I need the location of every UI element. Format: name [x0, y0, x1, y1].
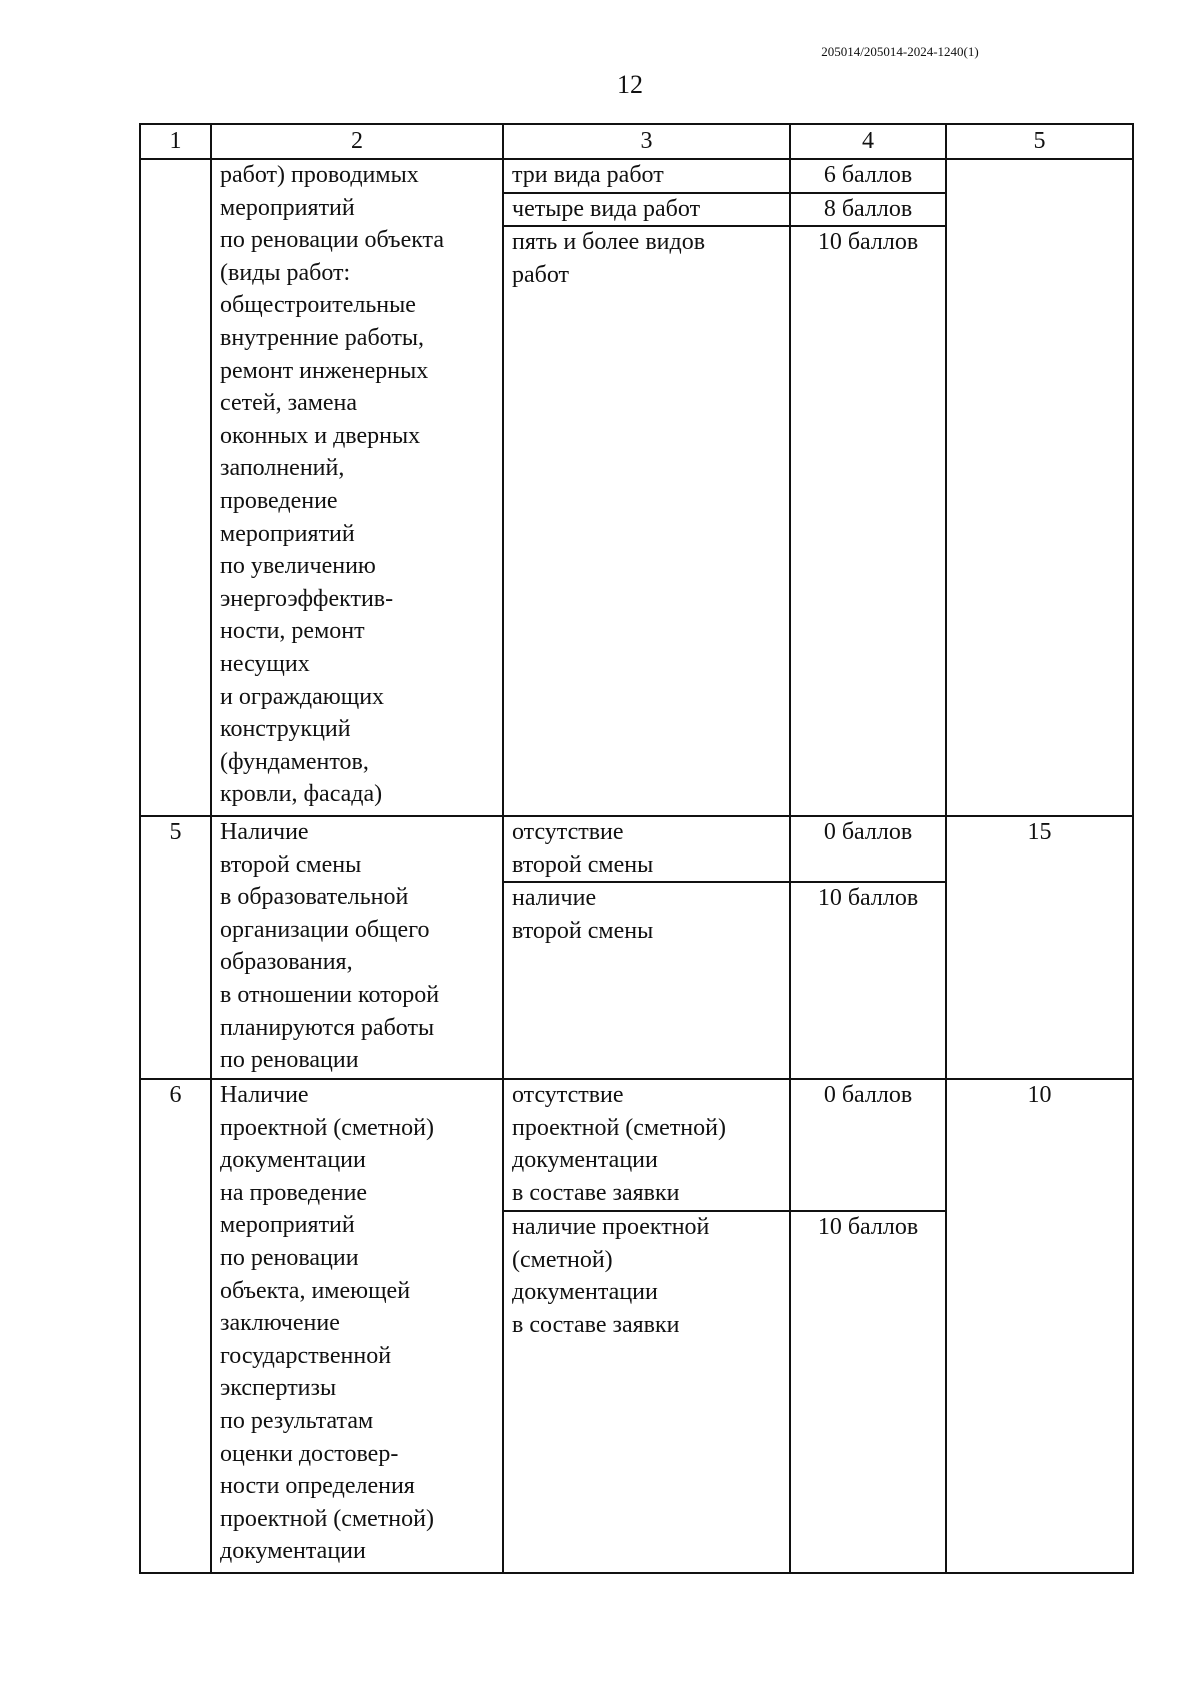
criterion-text: работ) проводимых мероприятий по реновации объекта (виды работ: общестроительные внутренние работы, ремонт инженерных сетей, замена оконных и дверных заполнений, проведение мероприятий по увеличению энергоэффектив- ности, ремонт несущих и ограждающих конструкций (фундаментов, кровли, фасада) — [220, 162, 444, 808]
criterion-weight: 15 — [1027, 819, 1052, 845]
option-text: четыре вида работ — [512, 196, 701, 222]
column-number-2: 2 — [351, 128, 363, 154]
option-score: 10 баллов — [817, 1214, 919, 1240]
column-number-3: 3 — [640, 128, 653, 154]
criterion-text: Наличие проектной (сметной) документации на проведение мероприятий по реновации объекта, имеющей заключение государственной экспертизы по результатам оценки достовер- ности определения проектной (сметной) документации — [220, 1082, 434, 1565]
option-score: 0 баллов — [823, 1082, 913, 1108]
document-id: 205014/205014-2024-1240(1) — [821, 44, 979, 59]
option-text: наличие второй смены — [512, 885, 654, 944]
column-number-1: 1 — [169, 128, 182, 154]
page-number: 12 — [617, 70, 643, 99]
column-number-4: 4 — [862, 128, 874, 154]
option-score: 0 баллов — [823, 819, 913, 845]
option-text: три вида работ — [512, 162, 664, 188]
column-divider — [502, 123, 504, 1574]
option-text: отсутствие проектной (сметной) документации в составе заявки — [512, 1082, 726, 1206]
option-score: 6 баллов — [823, 162, 913, 188]
option-text: пять и более видов работ — [512, 229, 706, 288]
row-number: 5 — [169, 819, 182, 845]
option-text: наличие проектной (сметной) документации в составе заявки — [512, 1214, 710, 1338]
option-text: отсутствие второй смены — [512, 819, 654, 878]
option-score: 8 баллов — [823, 196, 913, 222]
column-number-5: 5 — [1033, 128, 1046, 154]
table-border-bottom — [139, 1572, 1134, 1574]
option-score: 10 баллов — [817, 885, 919, 911]
criterion-weight: 10 — [1027, 1082, 1052, 1108]
table-border-right — [1132, 123, 1134, 1574]
criterion-text: Наличие второй смены в образовательной организации общего образования, в отношении которой планируются работы по реновации — [220, 819, 440, 1074]
row-number: 6 — [169, 1082, 182, 1108]
option-score: 10 баллов — [817, 229, 919, 255]
column-divider — [210, 123, 212, 1574]
